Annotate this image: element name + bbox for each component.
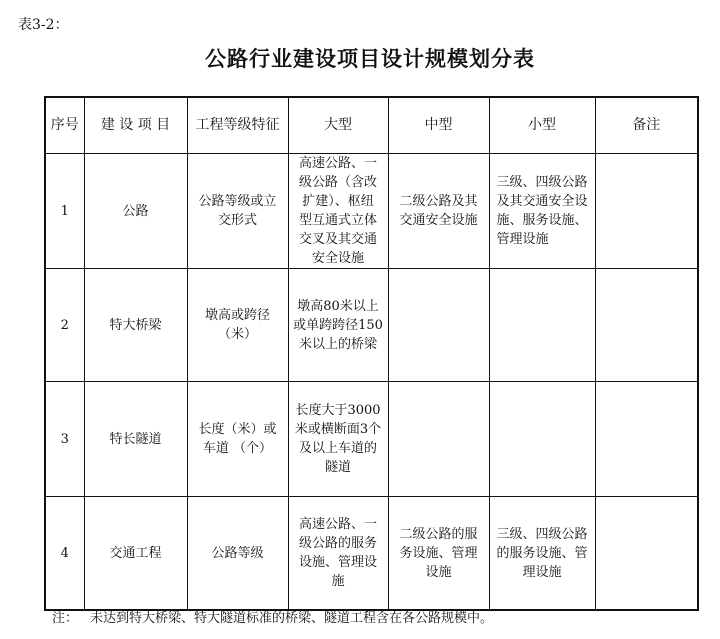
cell-small-text: 三级、四级公路 及其交通安全设 施、服务设施、 管理设施 bbox=[496, 175, 588, 247]
table-row bbox=[45, 382, 698, 497]
header-project: 建 设 项 目 bbox=[84, 97, 187, 154]
page-title: 公路行业建设项目设计规模划分表 bbox=[205, 47, 535, 71]
cell-project: 公路 bbox=[84, 154, 187, 269]
cell-medium bbox=[388, 382, 489, 497]
cell-grade bbox=[187, 269, 288, 382]
cell-large-text: 长度大于3000 米或横断面3个 及以上车道的 隧道 bbox=[294, 403, 382, 475]
cell-serial: 4 bbox=[45, 497, 84, 611]
cell-large bbox=[288, 154, 388, 269]
header-medium: 中型 bbox=[388, 97, 489, 154]
cell-medium bbox=[388, 497, 489, 611]
cell-large bbox=[288, 382, 388, 497]
cell-grade-text: 长度（米）或 车道 （个） bbox=[198, 422, 277, 456]
cell-grade bbox=[187, 382, 288, 497]
cell-remark bbox=[595, 382, 698, 497]
table-row bbox=[45, 269, 698, 382]
cell-remark bbox=[595, 497, 698, 611]
cell-grade bbox=[187, 154, 288, 269]
cell-remark bbox=[595, 154, 698, 269]
cell-medium bbox=[388, 154, 489, 269]
header-remark: 备注 bbox=[595, 97, 698, 154]
cell-project: 特大桥梁 bbox=[84, 269, 187, 382]
cell-project: 特长隧道 bbox=[84, 382, 187, 497]
cell-medium-text: 二级公路的服 务设施、管理 设施 bbox=[399, 526, 478, 580]
cell-serial: 2 bbox=[45, 269, 84, 382]
cell-small-text: 三级、四级公路 的服务设施、管 理设施 bbox=[496, 526, 588, 580]
header-grade-feature: 工程等级特征 bbox=[187, 97, 288, 154]
design-scale-table bbox=[44, 96, 699, 611]
footnote bbox=[52, 610, 493, 628]
cell-grade-text: 墩高或跨径 （米） bbox=[204, 308, 270, 342]
cell-large bbox=[288, 497, 388, 611]
cell-medium-text: 二级公路及其 交通安全设施 bbox=[399, 194, 478, 228]
cell-small bbox=[489, 497, 595, 611]
footnote-prefix: 注： bbox=[52, 611, 79, 626]
cell-large bbox=[288, 269, 388, 382]
cell-grade-text: 公路等级 bbox=[211, 545, 264, 561]
cell-serial: 3 bbox=[45, 382, 84, 497]
cell-small bbox=[489, 269, 595, 382]
footnote-text: 未达到特大桥梁、特大隧道标准的桥梁、隧道工程含在各公路规模中。 bbox=[90, 611, 494, 626]
cell-grade-text: 公路等级或立 交形式 bbox=[198, 194, 277, 228]
cell-small bbox=[489, 154, 595, 269]
cell-large-text: 高速公路、一 级公路（含改 扩建）、枢纽 型互通式立体 交叉及其交通 安全设施 bbox=[298, 156, 377, 266]
cell-project: 交通工程 bbox=[84, 497, 187, 611]
table-row bbox=[45, 497, 698, 611]
header-large: 大型 bbox=[288, 97, 388, 154]
header-serial: 序号 bbox=[45, 97, 84, 154]
cell-large-text: 高速公路、一 级公路的服务 设施、管理设 施 bbox=[298, 517, 377, 589]
header-row bbox=[45, 97, 698, 154]
cell-serial: 1 bbox=[45, 154, 84, 269]
cell-small bbox=[489, 382, 595, 497]
header-small: 小型 bbox=[489, 97, 595, 154]
cell-large-text: 墩高80米以上 或单跨跨径150 米以上的桥梁 bbox=[293, 298, 383, 352]
cell-grade bbox=[187, 497, 288, 611]
cell-remark bbox=[595, 269, 698, 382]
cell-medium bbox=[388, 269, 489, 382]
table-label: 表3-2： bbox=[18, 17, 69, 33]
table-row bbox=[45, 154, 698, 269]
